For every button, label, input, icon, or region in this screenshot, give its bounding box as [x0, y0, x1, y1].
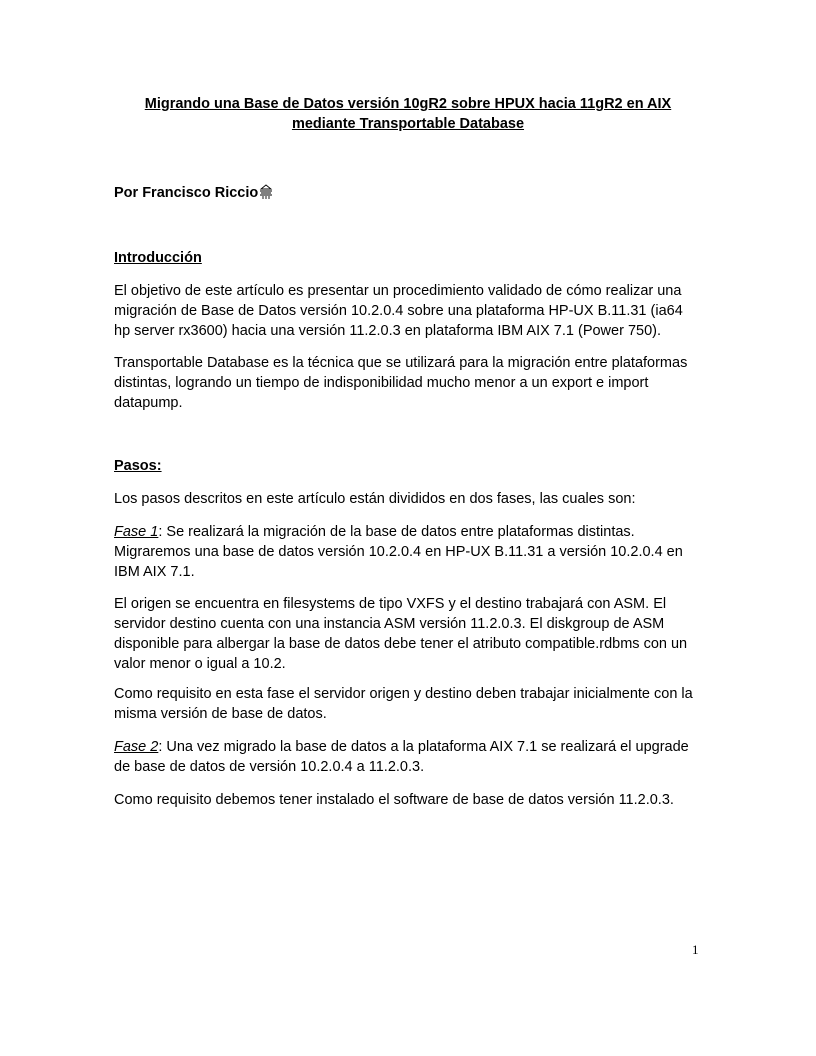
text-line: servidor destino cuenta con una instancia ASM versión 11.2.0.3. El diskgroup de ASM: [114, 616, 665, 632]
steps-paragraph-3: [114, 594, 714, 674]
text-line: hp server rx3600) hacia una versión 11.2.0.3 en plataforma IBM AIX 7.1 (Power 750).: [114, 323, 661, 339]
text-line: misma versión de base de datos.: [114, 706, 327, 722]
text-line: Transportable Database es la técnica que se utilizará para la migración entre plataformas: [114, 355, 688, 371]
author-emblem-icon: [259, 184, 273, 200]
text-line: disponible para albergar la base de datos debe tener el atributo compatible.rdbms con un: [114, 636, 688, 652]
page-number: 1: [692, 942, 699, 957]
text-line: Como requisito debemos tener instalado el software de base de datos versión 11.2.0.3.: [114, 792, 674, 808]
phase-2-text: : Una vez migrado la base de datos a la plataforma AIX 7.1 se realizará el upgrade: [158, 739, 689, 755]
phase-2-label: Fase 2: [114, 739, 159, 755]
steps-paragraph-6: [114, 790, 714, 810]
text-line: distintas, logrando un tiempo de indisponibilidad mucho menor a un export e import: [114, 375, 649, 391]
steps-paragraph-1: [114, 489, 714, 509]
title-line-2: mediante Transportable Database: [291, 116, 525, 132]
text-line: de base de datos de versión 10.2.0.4 a 11.2.0.3.: [114, 759, 425, 775]
text-line: [114, 522, 714, 542]
author-name: Por Francisco Riccio: [114, 185, 259, 201]
intro-paragraph-2: [114, 353, 714, 413]
author-byline: [114, 183, 273, 203]
text-line: [114, 737, 714, 757]
phase-1-paragraph: [114, 522, 714, 582]
document-title: [113, 94, 703, 134]
text-line: migración de Base de Datos versión 10.2.0.4 sobre una plataforma HP-UX B.11.31 (ia64: [114, 303, 683, 319]
text-line: Los pasos descritos en este artículo están divididos en dos fases, las cuales son:: [114, 491, 636, 507]
text-line: datapump.: [114, 395, 183, 411]
text-line: El origen se encuentra en filesystems de tipo VXFS y el destino trabajará con ASM. El: [114, 596, 667, 612]
intro-paragraph-1: [114, 281, 714, 341]
phase-1-label: Fase 1: [114, 524, 159, 540]
text-line: Migraremos una base de datos versión 10.2.0.4 en HP-UX B.11.31 a versión 10.2.0.4 en: [114, 544, 683, 560]
steps-heading: Pasos:: [114, 458, 162, 474]
text-line: El objetivo de este artículo es presentar un procedimiento validado de cómo realizar una: [114, 283, 682, 299]
text-line: valor menor o igual a 10.2.: [114, 656, 286, 672]
title-line-1: Migrando una Base de Datos versión 10gR2 sobre HPUX hacia 11gR2 en AIX: [144, 96, 672, 112]
text-line: IBM AIX 7.1.: [114, 564, 195, 580]
phase-1-text: : Se realizará la migración de la base de datos entre plataformas distintas.: [158, 524, 635, 540]
steps-paragraph-4: [114, 684, 714, 724]
text-line: Como requisito en esta fase el servidor origen y destino deben trabajar inicialmente con la: [114, 686, 693, 702]
phase-2-paragraph: [114, 737, 714, 777]
intro-heading: Introducción: [114, 250, 202, 266]
